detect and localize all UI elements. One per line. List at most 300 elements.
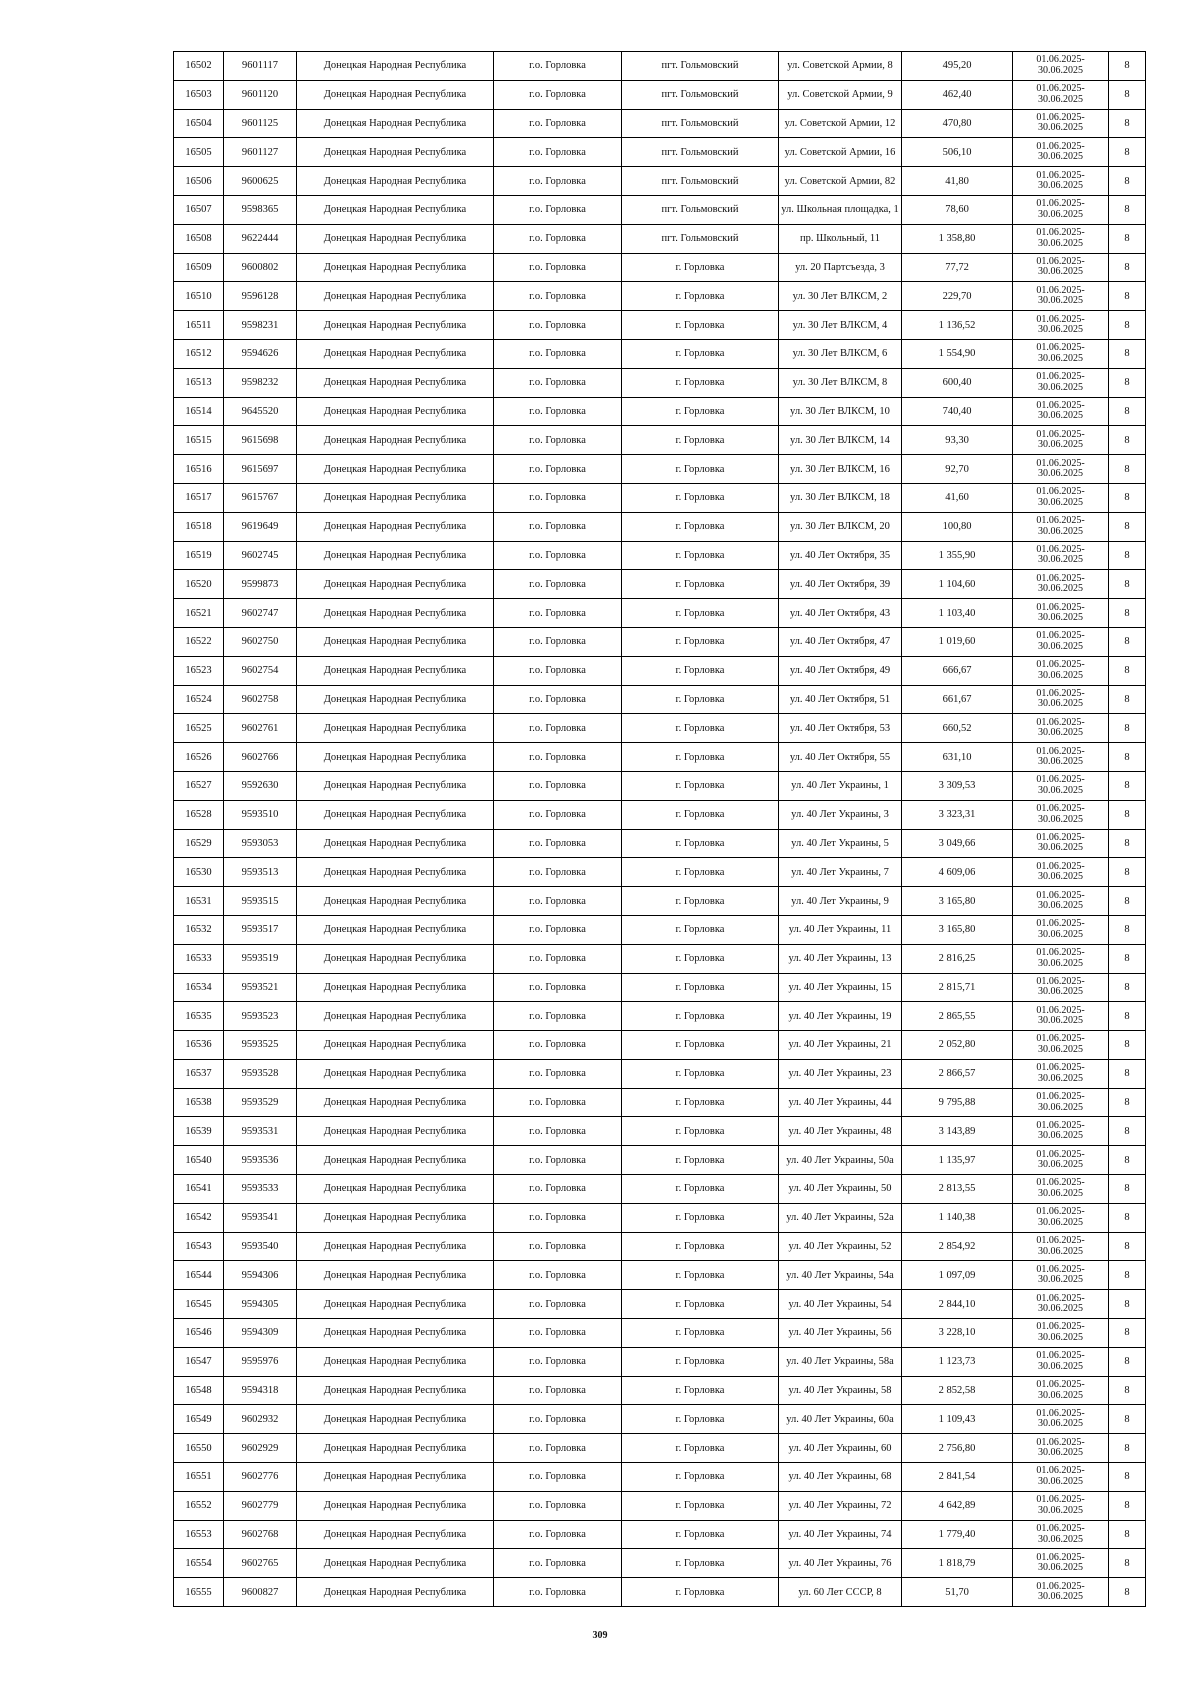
region-cell: Донецкая Народная Республика — [297, 1520, 494, 1549]
object-id-cell: 9593517 — [224, 915, 297, 944]
row-number-cell: 16532 — [174, 915, 224, 944]
object-id-cell: 9602754 — [224, 656, 297, 685]
value-cell: 51,70 — [902, 1578, 1013, 1607]
address-cell: ул. 40 Лет Украины, 54а — [779, 1261, 902, 1290]
district-cell: г.о. Горловка — [494, 368, 622, 397]
row-number-cell: 16549 — [174, 1405, 224, 1434]
settlement-cell: г. Горловка — [622, 887, 779, 916]
period-cell: 01.06.2025-30.06.2025 — [1013, 944, 1109, 973]
code-cell: 8 — [1109, 1405, 1146, 1434]
region-cell: Донецкая Народная Республика — [297, 138, 494, 167]
settlement-cell: пгт. Гольмовский — [622, 109, 779, 138]
district-cell: г.о. Горловка — [494, 426, 622, 455]
region-cell: Донецкая Народная Республика — [297, 858, 494, 887]
code-cell: 8 — [1109, 368, 1146, 397]
value-cell: 78,60 — [902, 195, 1013, 224]
table-row — [174, 800, 1146, 829]
code-cell: 8 — [1109, 599, 1146, 628]
period-cell: 01.06.2025-30.06.2025 — [1013, 714, 1109, 743]
period-cell: 01.06.2025-30.06.2025 — [1013, 1434, 1109, 1463]
object-id-cell: 9600625 — [224, 167, 297, 196]
district-cell: г.о. Горловка — [494, 138, 622, 167]
table-row — [174, 253, 1146, 282]
settlement-cell: г. Горловка — [622, 1578, 779, 1607]
district-cell: г.о. Горловка — [494, 253, 622, 282]
address-cell: ул. 40 Лет Украины, 5 — [779, 829, 902, 858]
code-cell: 8 — [1109, 800, 1146, 829]
address-cell: ул. Советской Армии, 8 — [779, 52, 902, 81]
table-row — [174, 1376, 1146, 1405]
region-cell: Донецкая Народная Республика — [297, 915, 494, 944]
period-cell: 01.06.2025-30.06.2025 — [1013, 426, 1109, 455]
settlement-cell: г. Горловка — [622, 426, 779, 455]
row-number-cell: 16507 — [174, 195, 224, 224]
period-cell: 01.06.2025-30.06.2025 — [1013, 397, 1109, 426]
value-cell: 661,67 — [902, 685, 1013, 714]
object-id-cell: 9593541 — [224, 1203, 297, 1232]
value-cell: 1 123,73 — [902, 1347, 1013, 1376]
address-cell: ул. 30 Лет ВЛКСМ, 20 — [779, 512, 902, 541]
object-id-cell: 9602750 — [224, 627, 297, 656]
object-id-cell: 9601125 — [224, 109, 297, 138]
table-row — [174, 426, 1146, 455]
object-id-cell: 9602747 — [224, 599, 297, 628]
address-cell: ул. 40 Лет Украины, 50 — [779, 1175, 902, 1204]
address-cell: ул. 40 Лет Украины, 21 — [779, 1031, 902, 1060]
value-cell: 3 309,53 — [902, 771, 1013, 800]
value-cell: 2 756,80 — [902, 1434, 1013, 1463]
table-row — [174, 167, 1146, 196]
table-row — [174, 1146, 1146, 1175]
region-cell: Донецкая Народная Республика — [297, 599, 494, 628]
row-number-cell: 16527 — [174, 771, 224, 800]
district-cell: г.о. Горловка — [494, 771, 622, 800]
row-number-cell: 16534 — [174, 973, 224, 1002]
code-cell: 8 — [1109, 541, 1146, 570]
object-id-cell: 9593533 — [224, 1175, 297, 1204]
settlement-cell: г. Горловка — [622, 282, 779, 311]
settlement-cell: г. Горловка — [622, 368, 779, 397]
table-row — [174, 397, 1146, 426]
period-cell: 01.06.2025-30.06.2025 — [1013, 455, 1109, 484]
period-cell: 01.06.2025-30.06.2025 — [1013, 167, 1109, 196]
table-row — [174, 1175, 1146, 1204]
value-cell: 600,40 — [902, 368, 1013, 397]
value-cell: 2 813,55 — [902, 1175, 1013, 1204]
period-cell: 01.06.2025-30.06.2025 — [1013, 887, 1109, 916]
row-number-cell: 16506 — [174, 167, 224, 196]
settlement-cell: г. Горловка — [622, 512, 779, 541]
address-cell: ул. 30 Лет ВЛКСМ, 8 — [779, 368, 902, 397]
value-cell: 631,10 — [902, 743, 1013, 772]
table-row — [174, 1203, 1146, 1232]
period-cell: 01.06.2025-30.06.2025 — [1013, 685, 1109, 714]
settlement-cell: г. Горловка — [622, 944, 779, 973]
object-id-cell: 9615697 — [224, 455, 297, 484]
row-number-cell: 16537 — [174, 1059, 224, 1088]
region-cell: Донецкая Народная Республика — [297, 1290, 494, 1319]
value-cell: 2 866,57 — [902, 1059, 1013, 1088]
district-cell: г.о. Горловка — [494, 1290, 622, 1319]
object-id-cell: 9594626 — [224, 339, 297, 368]
table-row — [174, 282, 1146, 311]
row-number-cell: 16502 — [174, 52, 224, 81]
value-cell: 2 865,55 — [902, 1002, 1013, 1031]
value-cell: 2 844,10 — [902, 1290, 1013, 1319]
period-cell: 01.06.2025-30.06.2025 — [1013, 743, 1109, 772]
period-cell: 01.06.2025-30.06.2025 — [1013, 512, 1109, 541]
code-cell: 8 — [1109, 138, 1146, 167]
row-number-cell: 16510 — [174, 282, 224, 311]
region-cell: Донецкая Народная Республика — [297, 771, 494, 800]
period-cell: 01.06.2025-30.06.2025 — [1013, 311, 1109, 340]
table-row — [174, 829, 1146, 858]
object-id-cell: 9593515 — [224, 887, 297, 916]
value-cell: 1 109,43 — [902, 1405, 1013, 1434]
address-cell: ул. 40 Лет Украины, 58а — [779, 1347, 902, 1376]
settlement-cell: г. Горловка — [622, 570, 779, 599]
district-cell: г.о. Горловка — [494, 1059, 622, 1088]
settlement-cell: г. Горловка — [622, 483, 779, 512]
district-cell: г.о. Горловка — [494, 570, 622, 599]
value-cell: 93,30 — [902, 426, 1013, 455]
table-row — [174, 1031, 1146, 1060]
region-cell: Донецкая Народная Республика — [297, 1175, 494, 1204]
period-cell: 01.06.2025-30.06.2025 — [1013, 1347, 1109, 1376]
registry-table-body — [174, 52, 1146, 1607]
code-cell: 8 — [1109, 426, 1146, 455]
settlement-cell: г. Горловка — [622, 1491, 779, 1520]
table-row — [174, 195, 1146, 224]
row-number-cell: 16504 — [174, 109, 224, 138]
table-row — [174, 599, 1146, 628]
object-id-cell: 9593523 — [224, 1002, 297, 1031]
district-cell: г.о. Горловка — [494, 915, 622, 944]
settlement-cell: пгт. Гольмовский — [622, 195, 779, 224]
address-cell: ул. 30 Лет ВЛКСМ, 4 — [779, 311, 902, 340]
row-number-cell: 16521 — [174, 599, 224, 628]
table-row — [174, 1319, 1146, 1348]
row-number-cell: 16511 — [174, 311, 224, 340]
row-number-cell: 16514 — [174, 397, 224, 426]
region-cell: Донецкая Народная Республика — [297, 714, 494, 743]
settlement-cell: г. Горловка — [622, 1290, 779, 1319]
district-cell: г.о. Горловка — [494, 1117, 622, 1146]
district-cell: г.о. Горловка — [494, 829, 622, 858]
region-cell: Донецкая Народная Республика — [297, 1463, 494, 1492]
code-cell: 8 — [1109, 311, 1146, 340]
object-id-cell: 9598232 — [224, 368, 297, 397]
settlement-cell: г. Горловка — [622, 714, 779, 743]
row-number-cell: 16518 — [174, 512, 224, 541]
registry-table — [173, 51, 1146, 1607]
code-cell: 8 — [1109, 1175, 1146, 1204]
object-id-cell: 9602758 — [224, 685, 297, 714]
value-cell: 229,70 — [902, 282, 1013, 311]
region-cell: Донецкая Народная Республика — [297, 887, 494, 916]
address-cell: ул. 40 Лет Украины, 15 — [779, 973, 902, 1002]
row-number-cell: 16536 — [174, 1031, 224, 1060]
settlement-cell: г. Горловка — [622, 1261, 779, 1290]
district-cell: г.о. Горловка — [494, 167, 622, 196]
row-number-cell: 16543 — [174, 1232, 224, 1261]
settlement-cell: г. Горловка — [622, 1549, 779, 1578]
settlement-cell: г. Горловка — [622, 800, 779, 829]
table-row — [174, 1434, 1146, 1463]
value-cell: 1 103,40 — [902, 599, 1013, 628]
address-cell: ул. 40 Лет Украины, 9 — [779, 887, 902, 916]
code-cell: 8 — [1109, 339, 1146, 368]
code-cell: 8 — [1109, 714, 1146, 743]
code-cell: 8 — [1109, 915, 1146, 944]
value-cell: 1 135,97 — [902, 1146, 1013, 1175]
code-cell: 8 — [1109, 455, 1146, 484]
settlement-cell: пгт. Гольмовский — [622, 52, 779, 81]
table-row — [174, 1491, 1146, 1520]
district-cell: г.о. Горловка — [494, 455, 622, 484]
row-number-cell: 16535 — [174, 1002, 224, 1031]
code-cell: 8 — [1109, 858, 1146, 887]
row-number-cell: 16540 — [174, 1146, 224, 1175]
region-cell: Донецкая Народная Республика — [297, 397, 494, 426]
row-number-cell: 16554 — [174, 1549, 224, 1578]
table-row — [174, 1002, 1146, 1031]
period-cell: 01.06.2025-30.06.2025 — [1013, 973, 1109, 1002]
table-row — [174, 1290, 1146, 1319]
settlement-cell: г. Горловка — [622, 1463, 779, 1492]
region-cell: Донецкая Народная Республика — [297, 1491, 494, 1520]
period-cell: 01.06.2025-30.06.2025 — [1013, 1549, 1109, 1578]
district-cell: г.о. Горловка — [494, 1347, 622, 1376]
address-cell: ул. 40 Лет Украины, 60 — [779, 1434, 902, 1463]
region-cell: Донецкая Народная Республика — [297, 1319, 494, 1348]
object-id-cell: 9593053 — [224, 829, 297, 858]
district-cell: г.о. Горловка — [494, 1232, 622, 1261]
settlement-cell: пгт. Гольмовский — [622, 224, 779, 253]
settlement-cell: г. Горловка — [622, 455, 779, 484]
settlement-cell: г. Горловка — [622, 1059, 779, 1088]
value-cell: 3 165,80 — [902, 915, 1013, 944]
code-cell: 8 — [1109, 771, 1146, 800]
period-cell: 01.06.2025-30.06.2025 — [1013, 1031, 1109, 1060]
period-cell: 01.06.2025-30.06.2025 — [1013, 339, 1109, 368]
object-id-cell: 9593521 — [224, 973, 297, 1002]
period-cell: 01.06.2025-30.06.2025 — [1013, 1117, 1109, 1146]
district-cell: г.о. Горловка — [494, 627, 622, 656]
settlement-cell: г. Горловка — [622, 743, 779, 772]
table-row — [174, 80, 1146, 109]
region-cell: Донецкая Народная Республика — [297, 829, 494, 858]
district-cell: г.о. Горловка — [494, 1463, 622, 1492]
settlement-cell: г. Горловка — [622, 771, 779, 800]
value-cell: 4 609,06 — [902, 858, 1013, 887]
table-row — [174, 1549, 1146, 1578]
table-row — [174, 887, 1146, 916]
district-cell: г.о. Горловка — [494, 52, 622, 81]
settlement-cell: г. Горловка — [622, 1031, 779, 1060]
settlement-cell: г. Горловка — [622, 1520, 779, 1549]
address-cell: ул. Советской Армии, 82 — [779, 167, 902, 196]
region-cell: Донецкая Народная Республика — [297, 1059, 494, 1088]
table-row — [174, 52, 1146, 81]
district-cell: г.о. Горловка — [494, 1031, 622, 1060]
region-cell: Донецкая Народная Республика — [297, 1549, 494, 1578]
table-row — [174, 455, 1146, 484]
row-number-cell: 16545 — [174, 1290, 224, 1319]
address-cell: ул. 40 Лет Украины, 13 — [779, 944, 902, 973]
object-id-cell: 9602932 — [224, 1405, 297, 1434]
code-cell: 8 — [1109, 52, 1146, 81]
district-cell: г.о. Горловка — [494, 1520, 622, 1549]
region-cell: Донецкая Народная Республика — [297, 1002, 494, 1031]
period-cell: 01.06.2025-30.06.2025 — [1013, 368, 1109, 397]
object-id-cell: 9615767 — [224, 483, 297, 512]
settlement-cell: г. Горловка — [622, 541, 779, 570]
row-number-cell: 16548 — [174, 1376, 224, 1405]
object-id-cell: 9594318 — [224, 1376, 297, 1405]
code-cell: 8 — [1109, 1261, 1146, 1290]
address-cell: ул. 40 Лет Октября, 49 — [779, 656, 902, 685]
period-cell: 01.06.2025-30.06.2025 — [1013, 138, 1109, 167]
region-cell: Донецкая Народная Республика — [297, 512, 494, 541]
object-id-cell: 9592630 — [224, 771, 297, 800]
region-cell: Донецкая Народная Республика — [297, 973, 494, 1002]
district-cell: г.о. Горловка — [494, 1088, 622, 1117]
settlement-cell: г. Горловка — [622, 829, 779, 858]
address-cell: ул. 40 Лет Октября, 47 — [779, 627, 902, 656]
address-cell: ул. 40 Лет Украины, 44 — [779, 1088, 902, 1117]
value-cell: 666,67 — [902, 656, 1013, 685]
object-id-cell: 9593513 — [224, 858, 297, 887]
address-cell: ул. 40 Лет Украины, 58 — [779, 1376, 902, 1405]
period-cell: 01.06.2025-30.06.2025 — [1013, 1232, 1109, 1261]
district-cell: г.о. Горловка — [494, 1261, 622, 1290]
table-row — [174, 627, 1146, 656]
address-cell: ул. 40 Лет Октября, 39 — [779, 570, 902, 599]
settlement-cell: г. Горловка — [622, 1088, 779, 1117]
address-cell: ул. 40 Лет Октября, 35 — [779, 541, 902, 570]
code-cell: 8 — [1109, 1319, 1146, 1348]
region-cell: Донецкая Народная Республика — [297, 52, 494, 81]
address-cell: ул. 40 Лет Украины, 74 — [779, 1520, 902, 1549]
period-cell: 01.06.2025-30.06.2025 — [1013, 1146, 1109, 1175]
value-cell: 41,80 — [902, 167, 1013, 196]
code-cell: 8 — [1109, 1578, 1146, 1607]
row-number-cell: 16529 — [174, 829, 224, 858]
page-number: 309 — [592, 1630, 608, 1641]
object-id-cell: 9602765 — [224, 1549, 297, 1578]
settlement-cell: г. Горловка — [622, 1319, 779, 1348]
row-number-cell: 16552 — [174, 1491, 224, 1520]
row-number-cell: 16524 — [174, 685, 224, 714]
row-number-cell: 16530 — [174, 858, 224, 887]
address-cell: ул. 40 Лет Украины, 19 — [779, 1002, 902, 1031]
settlement-cell: г. Горловка — [622, 1203, 779, 1232]
row-number-cell: 16547 — [174, 1347, 224, 1376]
district-cell: г.о. Горловка — [494, 109, 622, 138]
value-cell: 9 795,88 — [902, 1088, 1013, 1117]
object-id-cell: 9593528 — [224, 1059, 297, 1088]
district-cell: г.о. Горловка — [494, 1578, 622, 1607]
region-cell: Донецкая Народная Республика — [297, 1376, 494, 1405]
code-cell: 8 — [1109, 1376, 1146, 1405]
address-cell: ул. Советской Армии, 9 — [779, 80, 902, 109]
district-cell: г.о. Горловка — [494, 1175, 622, 1204]
table-row — [174, 1059, 1146, 1088]
period-cell: 01.06.2025-30.06.2025 — [1013, 195, 1109, 224]
object-id-cell: 9601120 — [224, 80, 297, 109]
table-row — [174, 311, 1146, 340]
period-cell: 01.06.2025-30.06.2025 — [1013, 771, 1109, 800]
address-cell: ул. 40 Лет Украины, 52а — [779, 1203, 902, 1232]
object-id-cell: 9602761 — [224, 714, 297, 743]
period-cell: 01.06.2025-30.06.2025 — [1013, 1290, 1109, 1319]
value-cell: 2 841,54 — [902, 1463, 1013, 1492]
region-cell: Донецкая Народная Республика — [297, 1146, 494, 1175]
object-id-cell: 9599873 — [224, 570, 297, 599]
code-cell: 8 — [1109, 1203, 1146, 1232]
value-cell: 2 852,58 — [902, 1376, 1013, 1405]
value-cell: 1 140,38 — [902, 1203, 1013, 1232]
code-cell: 8 — [1109, 1059, 1146, 1088]
object-id-cell: 9593531 — [224, 1117, 297, 1146]
period-cell: 01.06.2025-30.06.2025 — [1013, 1203, 1109, 1232]
period-cell: 01.06.2025-30.06.2025 — [1013, 1376, 1109, 1405]
district-cell: г.о. Горловка — [494, 973, 622, 1002]
region-cell: Донецкая Народная Республика — [297, 1232, 494, 1261]
object-id-cell: 9593519 — [224, 944, 297, 973]
district-cell: г.о. Горловка — [494, 397, 622, 426]
address-cell: ул. Советской Армии, 12 — [779, 109, 902, 138]
district-cell: г.о. Горловка — [494, 743, 622, 772]
period-cell: 01.06.2025-30.06.2025 — [1013, 858, 1109, 887]
period-cell: 01.06.2025-30.06.2025 — [1013, 656, 1109, 685]
object-id-cell: 9602929 — [224, 1434, 297, 1463]
value-cell: 1 097,09 — [902, 1261, 1013, 1290]
table-row — [174, 109, 1146, 138]
code-cell: 8 — [1109, 656, 1146, 685]
settlement-cell: г. Горловка — [622, 1405, 779, 1434]
address-cell: ул. 40 Лет Украины, 48 — [779, 1117, 902, 1146]
settlement-cell: г. Горловка — [622, 397, 779, 426]
row-number-cell: 16542 — [174, 1203, 224, 1232]
object-id-cell: 9598231 — [224, 311, 297, 340]
address-cell: ул. 40 Лет Украины, 60а — [779, 1405, 902, 1434]
value-cell: 1 136,52 — [902, 311, 1013, 340]
address-cell: ул. 40 Лет Украины, 50а — [779, 1146, 902, 1175]
row-number-cell: 16539 — [174, 1117, 224, 1146]
period-cell: 01.06.2025-30.06.2025 — [1013, 1491, 1109, 1520]
settlement-cell: г. Горловка — [622, 599, 779, 628]
value-cell: 3 049,66 — [902, 829, 1013, 858]
period-cell: 01.06.2025-30.06.2025 — [1013, 1578, 1109, 1607]
table-row — [174, 483, 1146, 512]
region-cell: Донецкая Народная Республика — [297, 109, 494, 138]
period-cell: 01.06.2025-30.06.2025 — [1013, 1175, 1109, 1204]
settlement-cell: г. Горловка — [622, 1232, 779, 1261]
value-cell: 740,40 — [902, 397, 1013, 426]
address-cell: ул. 40 Лет Украины, 52 — [779, 1232, 902, 1261]
region-cell: Донецкая Народная Республика — [297, 80, 494, 109]
object-id-cell: 9593510 — [224, 800, 297, 829]
row-number-cell: 16515 — [174, 426, 224, 455]
row-number-cell: 16538 — [174, 1088, 224, 1117]
region-cell: Донецкая Народная Республика — [297, 483, 494, 512]
value-cell: 1 104,60 — [902, 570, 1013, 599]
settlement-cell: пгт. Гольмовский — [622, 80, 779, 109]
code-cell: 8 — [1109, 1290, 1146, 1319]
settlement-cell: г. Горловка — [622, 685, 779, 714]
